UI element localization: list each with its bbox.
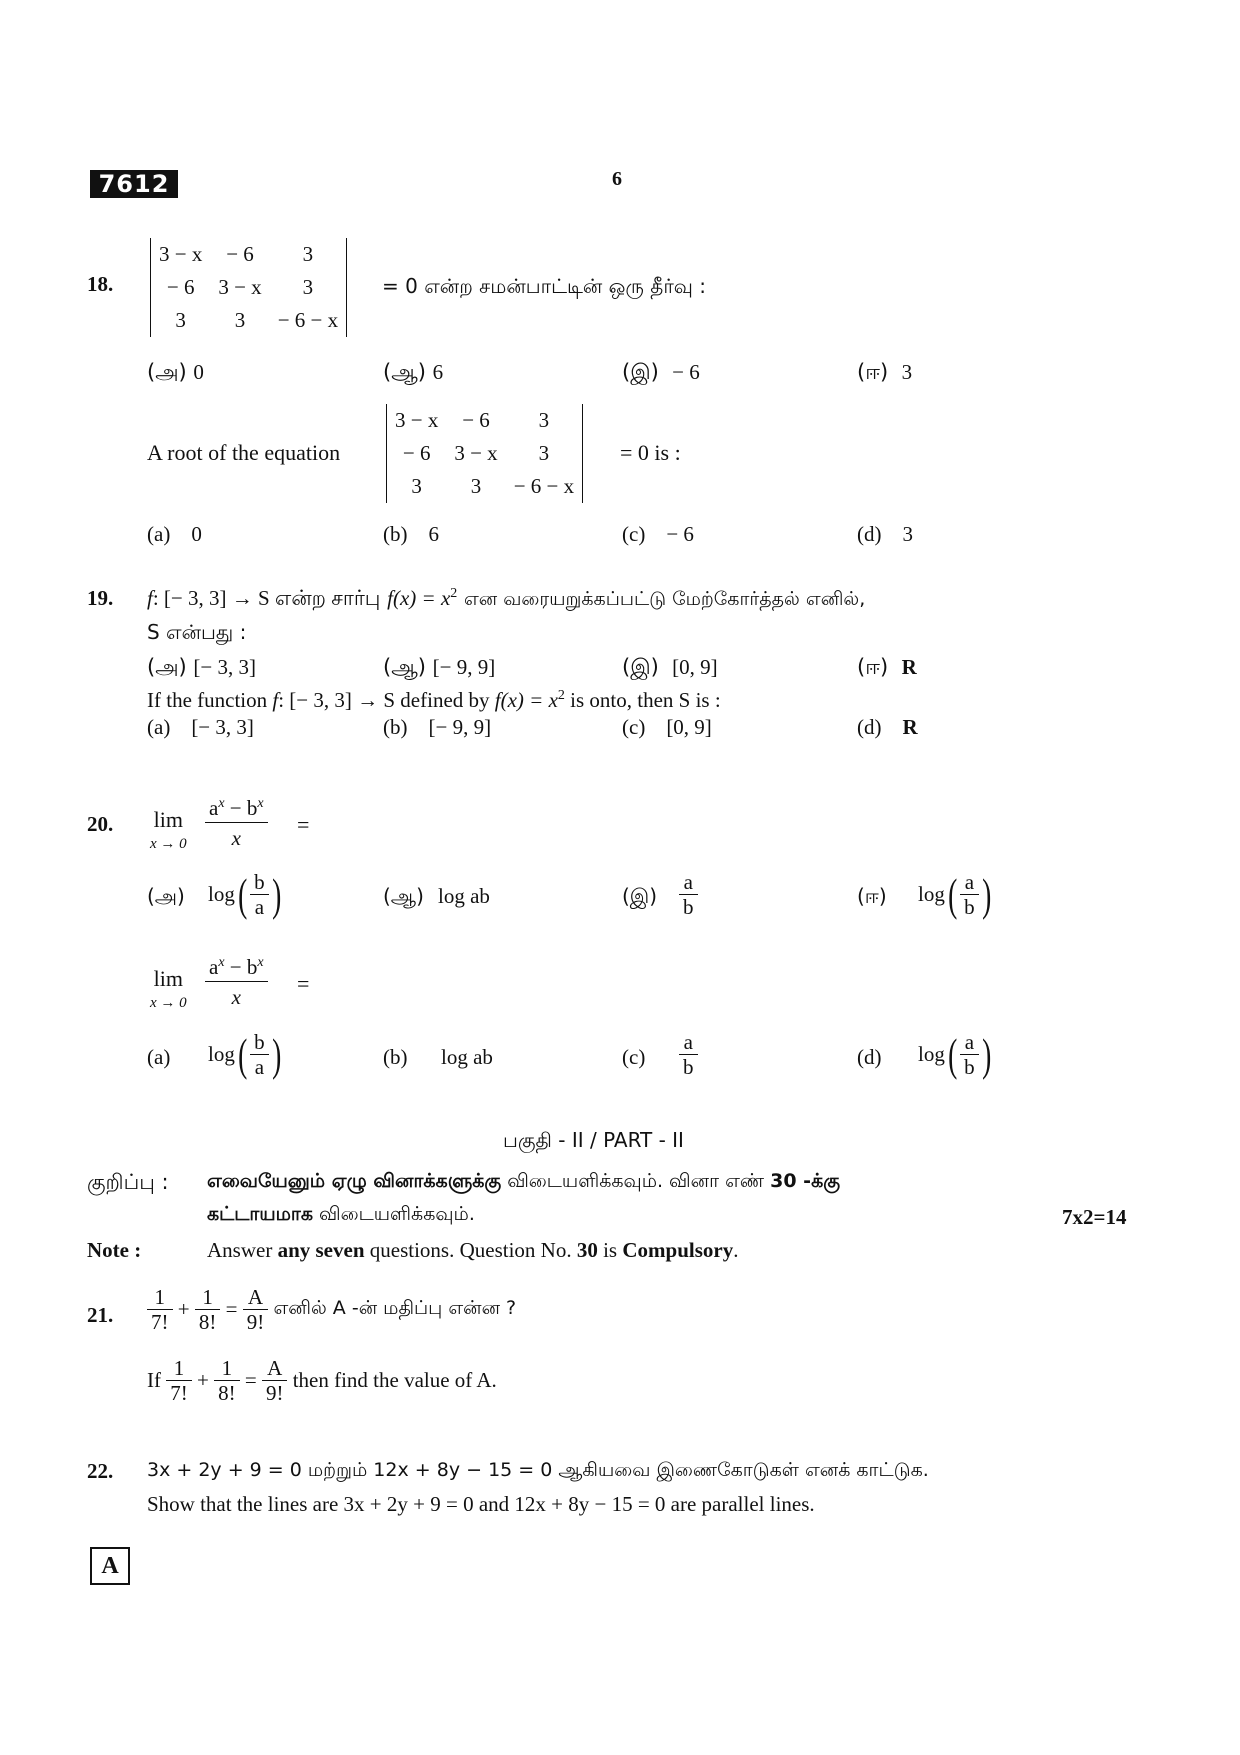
option-label: (c) [622,522,646,546]
question-text-en: If $\frac{1}{7!}$ + $\frac{1}{8!}$ = $\frac{A}{9!}$ then find the value of A. [147,1356,497,1405]
matrix-cell: 3 [470,474,482,498]
option-label: (ஈ) [857,360,889,384]
limit-fraction-en: $a^x - b^x$ x [205,949,268,1012]
option-ta-1 [147,360,204,387]
option-en-2: (b) [− 9, 9] [383,715,492,739]
matrix-cell: − 6 [402,441,431,465]
matrix-cell: 3 [538,441,550,465]
option-en-1: (a) [− 3, 3] [147,715,254,739]
matrix-cell: 3 [302,242,314,266]
option-label: (a) [147,522,171,546]
question-text-ta-line2: S என்பது : [147,620,247,644]
option-ta-label: (இ) [622,884,658,908]
option-ta-2: (ஆ) [− 9, 9] [383,655,496,679]
matrix-cell: − 6 [226,242,254,266]
option-value: 3 [902,522,913,546]
option-value: − 6 [666,522,694,546]
matrix-cell: 3 [234,308,246,332]
section-title: பகுதி - II / PART - II [503,1128,684,1152]
question-text-en: Show that the lines are 3x + 2y + 9 = 0 and 12x + 8y − 15 = 0 are parallel lines. [147,1492,815,1516]
option-label: (b) [383,522,408,546]
question-number: 21. [87,1303,114,1327]
matrix-cell: − 6 − x [277,308,339,332]
option-en-2: log ab [441,1045,493,1069]
option-ta-4 [857,360,912,387]
determinant-ta [150,238,347,337]
option-en-3: (c) [0, 9] [622,715,712,739]
question-number: 22. [87,1459,114,1483]
option-en-label: (c) [622,1045,646,1069]
option-ta-2 [383,360,443,387]
option-ta-label: (ஈ) [857,884,887,908]
matrix-cell: 3 − x [218,275,262,299]
option-label: (d) [857,522,882,546]
matrix-cell: 3 [302,275,314,299]
question-text-ta: $\frac{1}{7!}$ + $\frac{1}{8!}$ = $\frac{A}{9!}$ எனில் A -ன் மதிப்பு என்ன ? [147,1285,516,1334]
option-en-3 [622,522,694,547]
matrix-cell: 3 − x [159,242,203,266]
limit-fraction-ta: $a^x - b^x$ x [205,790,268,853]
option-en-2 [383,522,439,547]
marks: 7x2=14 [1062,1205,1127,1229]
option-ta-label: (அ) [147,884,185,908]
option-en-label: (b) [383,1045,408,1069]
limit-ta: lim x → 0 [150,807,187,852]
option-en-label: (d) [857,1045,882,1069]
note-ta: எவையேனும் ஏழு வினாக்களுக்கு விடையளிக்கவும். வினா எண் 30 -க்கு [207,1170,840,1192]
option-value: − 6 [672,360,700,384]
option-ta-2: log ab [438,884,490,908]
option-en-3: $\frac{a}{b}$ [679,1030,698,1079]
option-en-4: (d) R [857,715,918,739]
option-en-4 [857,522,913,547]
option-value: 0 [191,522,202,546]
option-ta-1: log( $\frac{b}{a}$ ) [208,868,281,920]
question-text-en-tail: = 0 is : [620,440,681,465]
equals: = [297,812,310,837]
option-en-4: log( $\frac{a}{b}$ ) [918,1028,991,1080]
option-label: (ஆ) [383,360,426,384]
question-text-ta: f: [− 3, 3] → S என்ற சார்பு $f(x) = x^2$ என வரையறுக்கப்பட்டு மேற்கோர்த்தல் எனில், [147,586,866,610]
option-ta-label: (ஆ) [383,884,424,908]
option-ta-3 [622,360,700,387]
question-number: 18. [87,272,114,296]
question-number: 19. [87,586,114,610]
question-text-ta: 3x + 2y + 9 = 0 மற்றும் 12x + 8y − 15 = 0 ஆகியவை இணைகோடுகள் எனக் காட்டுக. [147,1459,929,1481]
matrix-cell: 3 − x [454,441,498,465]
question-text-en: If the function f: [− 3, 3] → S defined by $f(x) = x^2$ is onto, then S is : [147,688,721,712]
option-ta-4: log( $\frac{a}{b}$ ) [918,868,991,920]
limit-en: lim x → 0 [150,966,187,1011]
option-ta-4: (ஈ) R [857,655,917,679]
note-en: Answer any seven questions. Question No. 30 is Compulsory. [207,1238,739,1262]
equals: = [297,971,310,996]
option-label: (இ) [622,360,659,384]
option-value: 6 [432,360,444,384]
matrix-cell: − 6 − x [513,474,575,498]
matrix-cell: 3 [175,308,186,332]
option-value: 6 [428,522,439,546]
option-ta-3: (இ) [0, 9] [622,655,718,679]
option-en-label: (a) [147,1045,171,1069]
question-number: 20. [87,812,114,836]
matrix-cell: 3 [538,408,550,432]
question-text-en: A root of the equation [147,440,341,465]
page-number: 6 [612,168,622,190]
question-text-ta: = 0 என்ற சமன்பாட்டின் ஒரு தீர்வு : [382,274,707,298]
matrix-cell: 3 − x [395,408,439,432]
note-en-label: Note : [87,1238,142,1262]
option-label: (அ) [147,360,187,384]
paper-code: 7612 [90,170,178,198]
option-value: 3 [901,360,913,384]
note-ta-label: குறிப்பு : [87,1170,169,1194]
matrix-cell: − 6 [462,408,490,432]
option-ta-3: $\frac{a}{b}$ [679,870,698,919]
matrix-cell: − 6 [166,275,195,299]
option-ta-1: (அ) [− 3, 3] [147,655,257,679]
option-en-1: log( $\frac{b}{a}$ ) [208,1028,281,1080]
series-box: A [90,1547,130,1585]
matrix-cell: 3 [411,474,422,498]
note-ta-line2: கட்டாயமாக விடையளிக்கவும். [207,1203,475,1225]
option-value: 0 [193,360,204,384]
determinant-en [386,404,583,503]
option-en-1 [147,522,202,547]
